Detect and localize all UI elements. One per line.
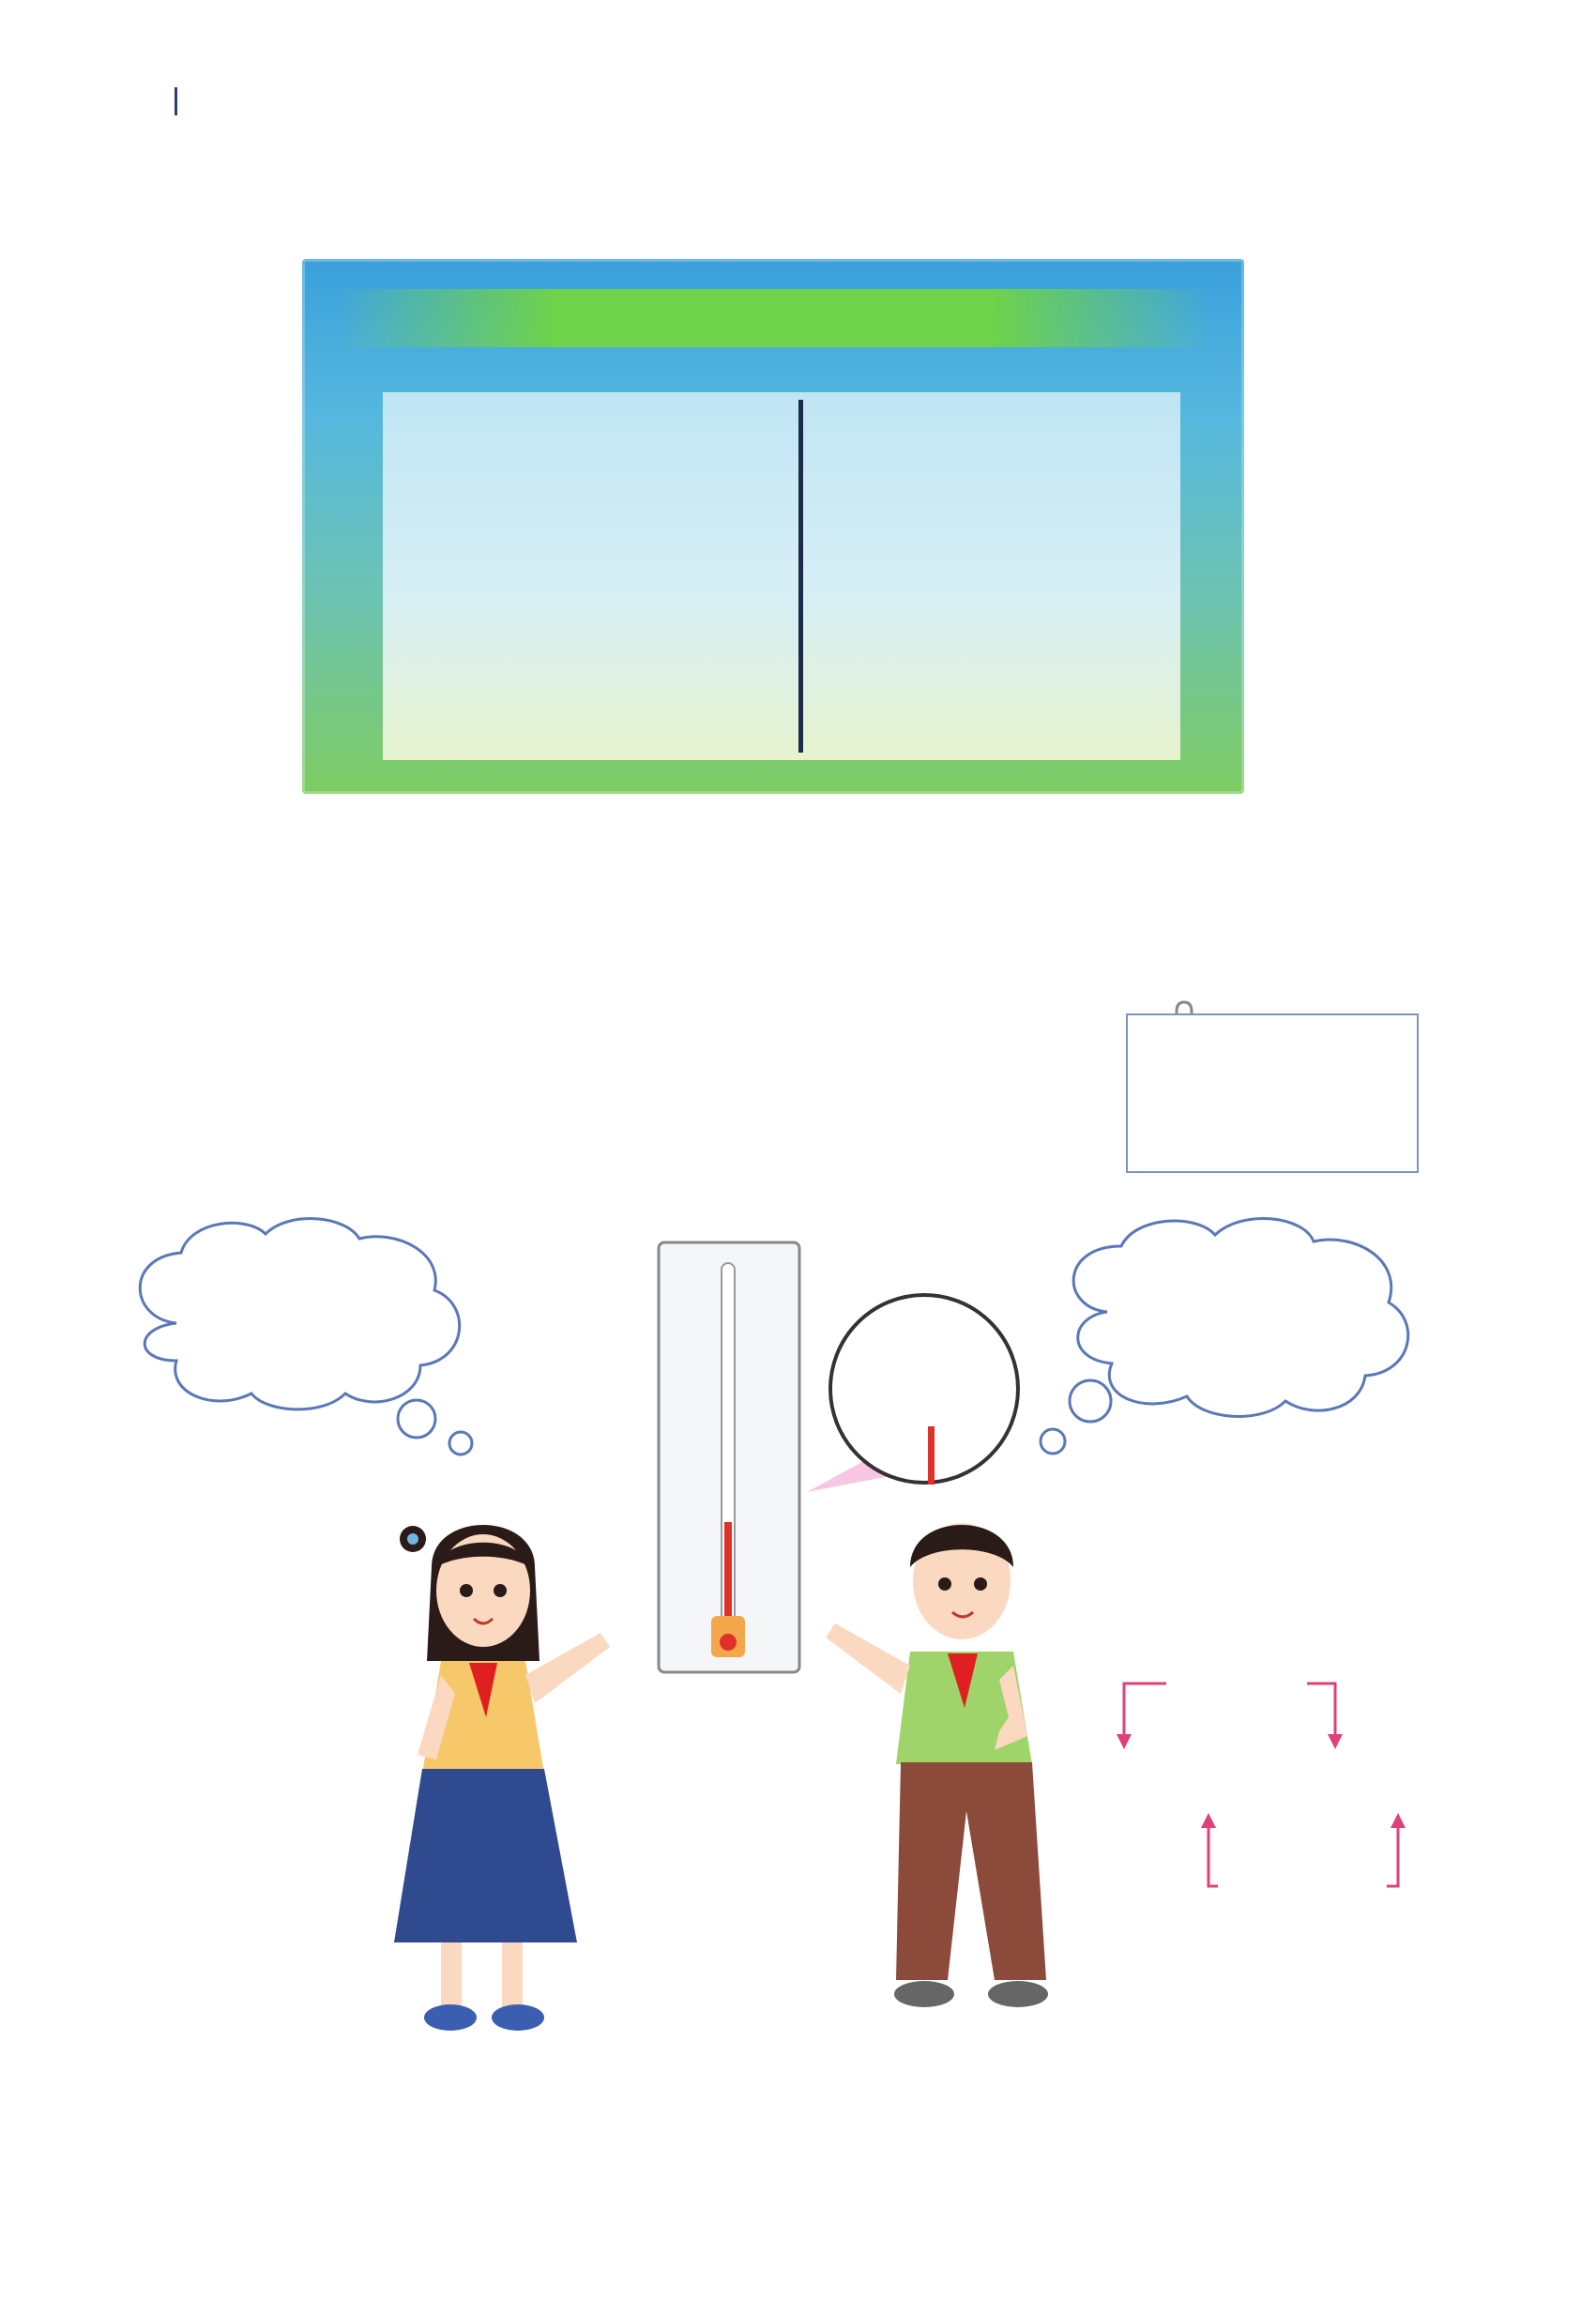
- weather-table-panel: [383, 392, 1180, 760]
- thought-bubble-right: [1032, 1209, 1426, 1481]
- weather-table-left: [387, 400, 790, 443]
- board-title-bar: [336, 289, 1210, 347]
- column-header: [882, 400, 1008, 443]
- column-header: [589, 400, 687, 443]
- weather-board: [302, 259, 1244, 794]
- weather-table-right: [813, 400, 1175, 443]
- thought-bubble-left: [111, 1211, 486, 1464]
- header-divider: [175, 87, 177, 115]
- zoom-mercury: [928, 1426, 935, 1485]
- page-header: [129, 83, 205, 121]
- girl-illustration: [375, 1501, 666, 2046]
- column-header: [813, 400, 882, 443]
- column-header: [1008, 400, 1094, 443]
- note-box: [1126, 1013, 1419, 1173]
- opposite-number-diagram: [1105, 1676, 1424, 1892]
- column-header: [477, 400, 589, 443]
- boy-illustration: [807, 1492, 1107, 2055]
- column-header: [687, 400, 790, 443]
- column-header: [387, 400, 477, 443]
- column-header: [1094, 400, 1175, 443]
- table-divider: [798, 400, 803, 753]
